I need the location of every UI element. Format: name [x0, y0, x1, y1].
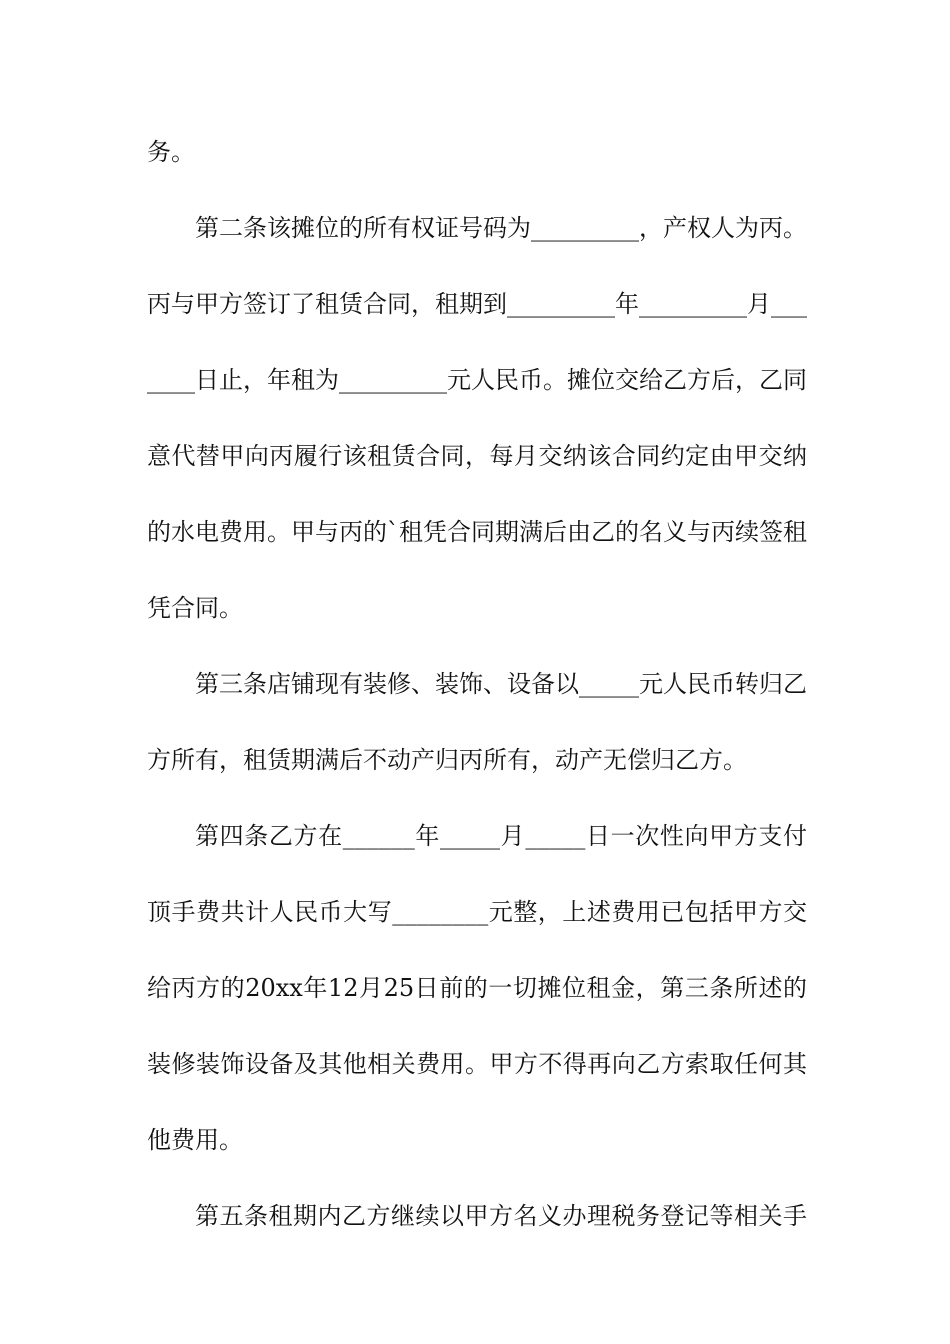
- text-line: 丙与甲方签订了租赁合同，租期到_________年_________月___: [147, 290, 807, 318]
- text-line: ____日止，年租为_________元人民币。摊位交给乙方后，乙同: [147, 366, 807, 394]
- text-line: 凭合同。: [147, 594, 243, 622]
- text-line: 意代替甲向丙履行该租赁合同，每月交纳该合同约定由甲交纳: [147, 442, 807, 470]
- text-line: 给丙方的20xx年12月25日前的一切摊位租金，第三条所述的: [147, 974, 807, 1002]
- paragraph-line: 第三条店铺现有装修、装饰、设备以_____元人民币转归乙: [195, 670, 807, 698]
- text-line: 务。: [147, 138, 195, 166]
- paragraph-line: 第五条租期内乙方继续以甲方名义办理税务登记等相关手: [195, 1202, 807, 1230]
- paragraph-line: 第四条乙方在______年_____月_____日一次性向甲方支付: [195, 822, 807, 850]
- text-line: 顶手费共计人民币大写________元整，上述费用已包括甲方交: [147, 898, 807, 926]
- text-line: 装修装饰设备及其他相关费用。甲方不得再向乙方索取任何其: [147, 1050, 807, 1078]
- paragraph-line: 第二条该摊位的所有权证号码为_________，产权人为丙。: [195, 214, 807, 242]
- text-line: 方所有，租赁期满后不动产归丙所有，动产无偿归乙方。: [147, 746, 747, 774]
- text-line: 的水电费用。甲与丙的`租凭合同期满后由乙的名义与丙续签租: [147, 518, 807, 546]
- text-line: 他费用。: [147, 1126, 243, 1154]
